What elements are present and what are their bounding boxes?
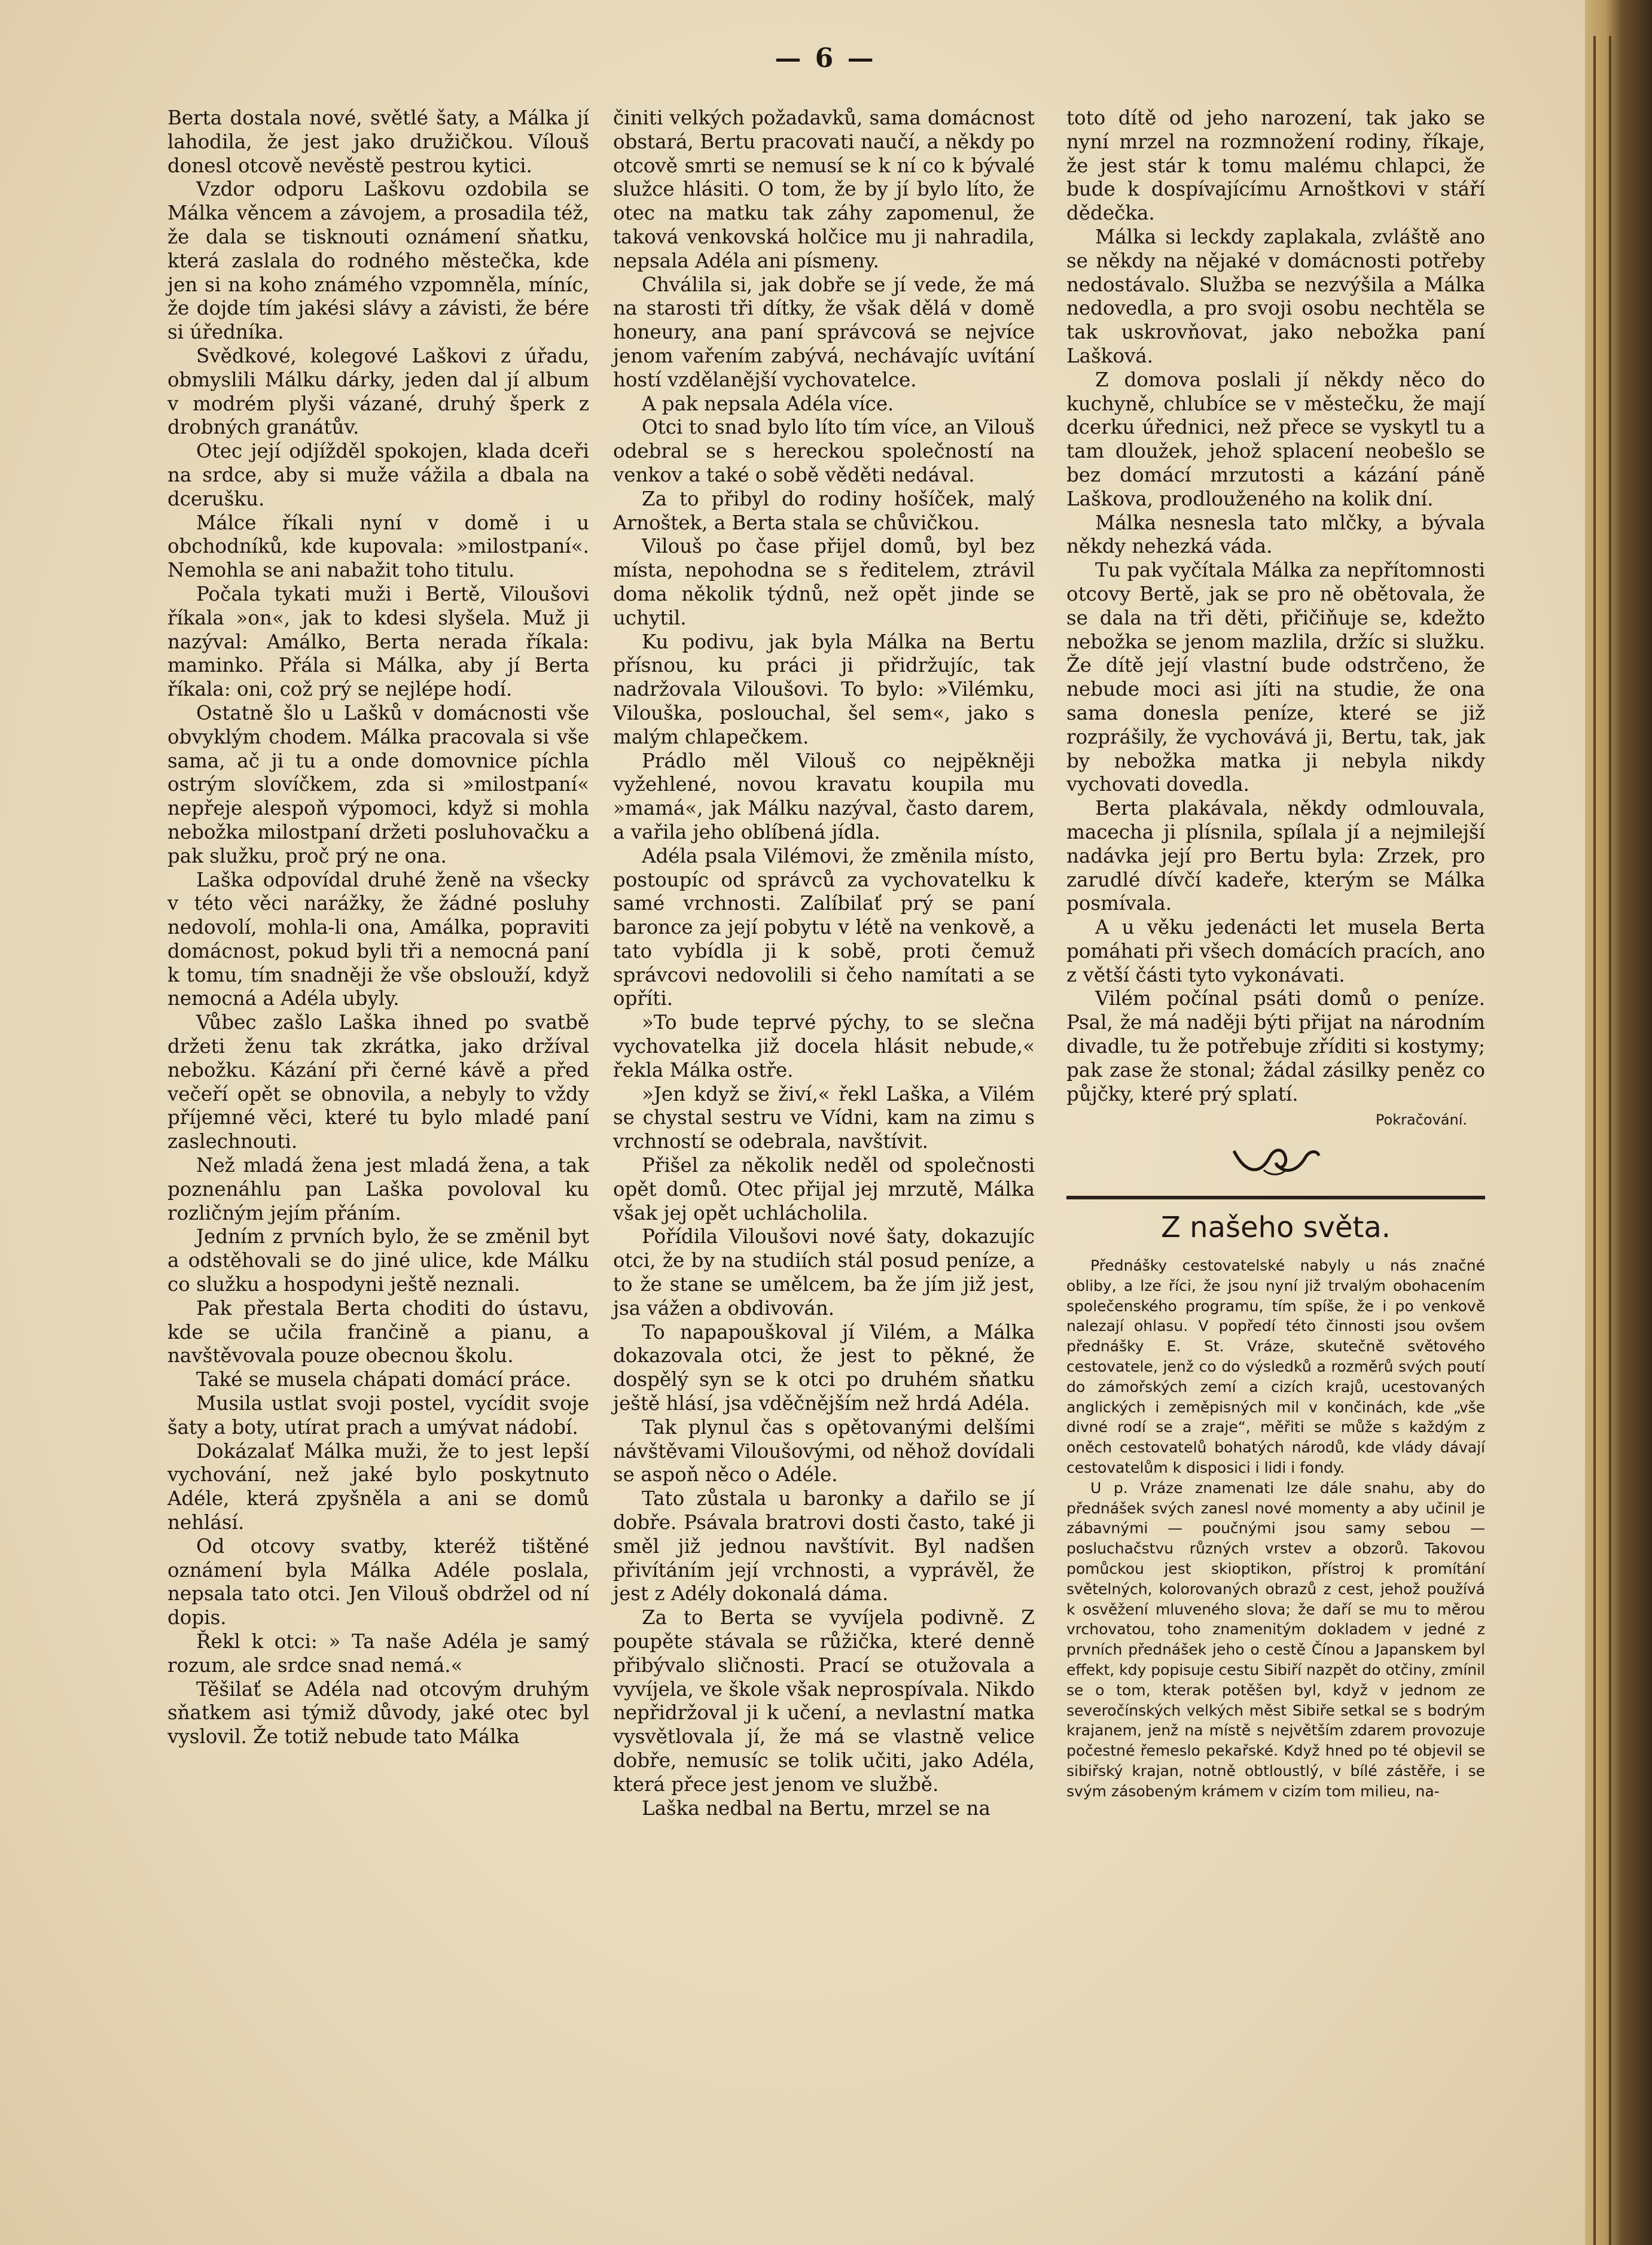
paragraph: Přednášky cestovatelské nabyly u nás značné obliby, a lze říci, že jsou nyní již trvalým obohacením společenského programu, tím spíše, že i po venkově nalezají ohlasu. V popředí této činnosti jsou ovšem přednášky E. St. Vráze, skutečně světového cestovatele, jenž co do výsledků a rozměrů svých poutí do zámořských zemí a cizích krajů, ucestovaných anglických i zeměpisných mil v končinách, kde „vše divné rodí se a zraje“, měřiti se může s každým z oněch cestovatelů bohatých národů, kde vlády dávají cestovatelům k disposici i lidi i fondy.: [1066, 1257, 1485, 1477]
section-title: Z našeho světa.: [1161, 1211, 1391, 1245]
paragraph: A pak nepsala Adéla více.: [642, 392, 894, 415]
paragraph: Laška nedbal na Bertu, mrzel se na: [642, 1796, 990, 1820]
paragraph: činiti velkých požadavků, sama domácnost obstará, Bertu pracovati naučí, a někdy po otcově smrti se nemusí se k ní co k bývalé služce hlásiti. O tom, že by jí bylo líto, že otec na matku tak záhy zapomenul, že taková venkovská holčice mu ji nahradila, nepsala Adéla ani písmeny.: [613, 106, 1035, 272]
paragraph: Ku podivu, jak byla Málka na Bertu přísnou, ku práci ji přidržujíc, tak nadržovala Viloušovi. To bylo: »Vilémku, Vilouška, poslouchal, šel sem«, jako s malým chlapečkem.: [613, 630, 1035, 748]
section-body: [1066, 1256, 1485, 1802]
paragraph: Také se musela chápati domácí práce.: [196, 1368, 572, 1391]
paragraph: Za to přibyl do rodiny hošíček, malý Arnoštek, a Berta stala se chůvičkou.: [613, 487, 1035, 534]
section-divider: [1066, 1196, 1485, 1199]
page-edge: [1585, 0, 1652, 2245]
paragraph: Z domova poslali jí někdy něco do kuchyně, chlubíce se v městečku, že mají dcerku úřednici, než přece se vyskytl tu a tam dloužek, jehož splacení neobešlo se bez domácí mrzutosti a kázání páně Laškova, prodlouženého na kolik dní.: [1066, 368, 1485, 510]
edge-line: [1609, 36, 1611, 2245]
column-2: [613, 106, 1035, 1820]
paragraph: Berta dostala nové, světlé šaty, a Málka jí lahodila, že jest jako družičkou. Vílouš donesl otcově nevěstě pestrou kytici.: [167, 106, 589, 177]
paragraph: »Jen když se živí,« řekl Laška, a Vilém se chystal sestru ve Vídni, kam na zimu s vrchností se odebrala, navštívit.: [613, 1082, 1035, 1153]
paragraph: Než mladá žena jest mladá žena, a tak poznenáhlu pan Laška povoloval ku rozličným jejím přáním.: [167, 1154, 589, 1224]
paragraph: Tak plynul čas s opětovanými delšími návštěvami Viloušovými, od něhož dovídali se aspoň něco o Adéle.: [613, 1415, 1035, 1486]
paragraph: Laška odpovídal druhé ženě na všecky v této věci narážky, že žádné posluhy nedovolí, mohla-li ona, Amálka, popraviti domácnost, pokud byli tři a nemocná paní k tomu, tím snadněji že vše obslouží, když nemocná a Adéla ubyly.: [167, 868, 589, 1010]
paragraph: Pořídila Viloušovi nové šaty, dokazujíc otci, že by na studiích stál posud peníze, a to že stane se umělcem, ba že jím již jest, jsa vážen a obdivován.: [613, 1225, 1035, 1320]
paragraph: Tu pak vyčítala Málka za nepřítomnosti otcovy Bertě, jak se pro ně obětovala, že se dala na tři děti, přičiňuje se, kdežto nebožka se jenom mazlila, držíc si služku. Že dítě její vlastní bude odstrčeno, že nebude moci asi jíti na studie, že ona sama donesla peníze, které se již rozprášily, že vychovává ji, Bertu, tak, jak by nebožka matka ji nebyla nikdy vychovati dovedla.: [1066, 559, 1485, 796]
paragraph: Počala tykati muži i Bertě, Viloušovi říkala »on«, jak to kdesi slyšela. Muž ji nazýval: Amálko, Berta nerada říkala: maminko. Přála si Málka, aby jí Berta říkala: oni, což prý se nejlépe hodí.: [167, 582, 589, 701]
paragraph: To napapouškoval jí Vilém, a Málka dokazovala otci, že jest to pěkné, že dospělý syn se k otci po druhém sňatku ještě hlásí, jsa vděčnějším než hrdá Adéla.: [613, 1320, 1035, 1415]
paragraph: Otec její odjížděl spokojen, klada dceři na srdce, aby si muže vážila a dbala na dcerušku.: [167, 440, 589, 510]
paragraph: Otci to snad bylo líto tím více, an Vilouš odebral se s hereckou společností na venkov a také o sobě věděti nedával.: [613, 416, 1035, 486]
page-number: — 6 —: [775, 43, 876, 74]
flourish-icon: [1228, 1139, 1324, 1181]
ornament-icon: [1066, 1132, 1485, 1187]
paragraph: U p. Vráze znamenati lze dále snahu, aby do přednášek svých zanesl nové momenty a aby učinil je zábavnými — poučnými jsou samy sebou — posluchačstvu různých vrstev a obzorů. Takovou pomůckou jest skioptikon, přístroj k promítání světelných, kolorovaných obrazů z cest, jehož používá k osvěžení mluveného slova; že daří se mu to měrou vrchovatou, toho znamenitým dokladem v jedné z prvních přednášek jeho o cestě Čínou a Japanskem byl effekt, kdy popisuje cestu Sibiří nazpět do otčiny, zmínil se o tom, kterak potěšen byl, když v jednom ze severočínských velkých měst Sibiře setkal se s bodrým krajanem, jenž na místě s největším zdarem provozuje počestné řemeslo pekařské. Když hned po té objevil se sibiřský krajan, notně obtloustlý, v bílé zástěře, i se svým zásobeným krámem v cizím tom milieu, na-: [1066, 1479, 1485, 1800]
paragraph: »To bude teprvé pýchy, to se slečna vychovatelka již docela hlásit nebude,« řekla Málka ostře.: [613, 1011, 1035, 1082]
paragraph: Dokázalať Málka muži, že to jest lepší vychování, než jaké bylo poskytnuto Adéle, která zpyšněla a ani se domů nehlásí.: [167, 1439, 589, 1534]
paragraph: Od otcovy svatby, kteréž tištěné oznámení byla Málka Adéle poslala, nepsala tato otci. Jen Vilouš obdržel od ní dopis.: [167, 1534, 589, 1629]
paragraph: Za to Berta se vyvíjela podivně. Z poupěte stávala se růžička, které denně přibývalo sličnosti. Prací se otužovala a vyvíjela, ve škole však neprospívala. Nikdo nepřidržoval ji k učení, a nevlastní matka vysvětlovala jí, že má se vlastně velice dobře, nemusíc se tolik učiti, jako Adéla, která přece jest jenom ve službě.: [613, 1606, 1035, 1796]
continuation-note: Pokračování.: [1375, 1111, 1467, 1129]
paragraph: Těšilať se Adéla nad otcovým druhým sňatkem asi týmiž důvody, jaké otec byl vyslovil. Že totiž nebude tato Málka: [167, 1677, 589, 1749]
paragraph: Svědkové, kolegové Laškovi z úřadu, obmyslili Málku dárky, jeden dal jí album v modrém plyši vázané, druhý šperk z drobných granátův.: [167, 344, 589, 439]
paragraph: Chválila si, jak dobře se jí vede, že má na starosti tři dítky, že však dělá v domě honeury, ana paní správcová se nejvíce jenom vařením zabývá, nechávajíc uvítání hostí vzdělanější vychovatelce.: [613, 273, 1035, 391]
paragraph: Málka si leckdy zaplakala, zvláště ano se někdy na nějaké v domácnosti potřeby nedostávalo. Služba se nezvýšila a Málka nedovedla, a pro svoji osobu nechtěla se tak uskrovňovat, jako nebožka paní Lašková.: [1066, 225, 1485, 367]
paragraph: Řekl k otci: » Ta naše Adéla je samý rozum, ale srdce snad nemá.«: [167, 1630, 589, 1677]
paragraph: toto dítě od jeho narození, tak jako se nyní mrzel na rozmnožení rodiny, říkaje, že jest stár k tomu malému chlapci, že bude k dospívajícímu Arnoštkovi v stáří dědečka.: [1066, 106, 1485, 225]
paragraph: Vzdor odporu Laškovu ozdobila se Málka věncem a závojem, a prosadila též, že dala se tisknouti oznámení sňatku, která zaslala do rodného městečka, kde jen si na koho známého vzpomněla, míníc, že dojde tím jakési slávy a závisti, že bére si úředníka.: [167, 178, 589, 344]
column-1: [167, 106, 589, 1749]
paragraph: Musila ustlat svoji postel, vycídit svoje šaty a boty, utírat prach a umývat nádobí.: [167, 1392, 589, 1439]
paragraph: Pak přestala Berta choditi do ústavu, kde se učila frančině a pianu, a navštěvovala pouze obecnou školu.: [167, 1296, 589, 1367]
paragraph: Přišel za několik neděl od společnosti opět domů. Otec přijal jej mrzutě, Málka však jej opět uchlácholila.: [613, 1154, 1035, 1224]
column-3: [1066, 106, 1485, 1802]
paragraph: Jedním z prvních bylo, že se změnil byt a odstěhovali se do jiné ulice, kde Málku co služku a hospodyni ještě neznali.: [167, 1225, 589, 1296]
paragraph: Berta plakávala, někdy odmlouvala, macecha ji plísnila, spílala jí a nejmilejší nadávka její pro Bertu byla: Zrzek, pro zarudlé dívčí kadeře, kterým se Málka posmívala.: [1066, 797, 1485, 915]
paragraph: Adéla psala Vilémovi, že změnila místo, postoupíc od správců za vychovatelku k samé vrchnosti. Zalíbilať prý se paní baronce za její pobytu v létě na venkově, a tato vybídla ji k sobě, proti čemuž správcovi nedovolili si čeho namítati a se opříti.: [613, 844, 1035, 1010]
paragraph: Tato zůstala u baronky a dařilo se jí dobře. Psávala bratrovi dosti často, také ji směl již jednou navštívit. Byl nadšen přivítáním její vrchnosti, a vyprávěl, že jest z Adély dokonalá dáma.: [613, 1487, 1035, 1606]
paragraph: Prádlo měl Vilouš co nejpěkněji vyžehlené, novou kravatu koupila mu »mamá«, jak Málku nazýval, často darem, a vařila jeho oblíbená jídla.: [613, 749, 1035, 843]
paragraph: Málce říkali nyní v domě i u obchodníků, kde kupovala: »milostpaní«. Nemohla se ani nabažit toho titulu.: [167, 511, 589, 582]
paragraph: Ostatně šlo u Lašků v domácnosti vše obvyklým chodem. Málka pracovala si vše sama, ač ji tu a onde domovnice píchla ostrým slovíčkem, zda si »milostpaní« nepřeje alespoň výpomoci, když si mohla nebožka milostpaní držeti posluhovačku a pak služku, proč prý ne ona.: [167, 701, 589, 867]
paragraph: Málka nesnesla tato mlčky, a bývala někdy nehezká váda.: [1066, 511, 1485, 558]
edge-line: [1593, 36, 1596, 2245]
paragraph: Vůbec zašlo Laška ihned po svatbě držeti ženu tak zkrátka, jako držíval nebožku. Kázání při černé kávě a před večeří opět se obnovila, a nebyly to vždy příjemné věci, které tu bylo mladé paní zaslechnouti.: [167, 1011, 589, 1153]
paragraph: Vilouš po čase přijel domů, byl bez místa, nepohodna se s ředitelem, ztrávil doma několik týdnů, než opět jinde se uchytil.: [613, 535, 1035, 629]
paragraph: Vilém počínal psáti domů o peníze. Psal, že má naději býti přijat na národním divadle, tu že potřebuje zříditi si kostymy; pak zase že stonal; žádal zásilky peněz co půjčky, které prý splatí.: [1066, 987, 1485, 1105]
paragraph: A u věku jedenácti let musela Berta pomáhati při všech domácích pracích, ano z větší části tyto vykonávati.: [1066, 916, 1485, 986]
